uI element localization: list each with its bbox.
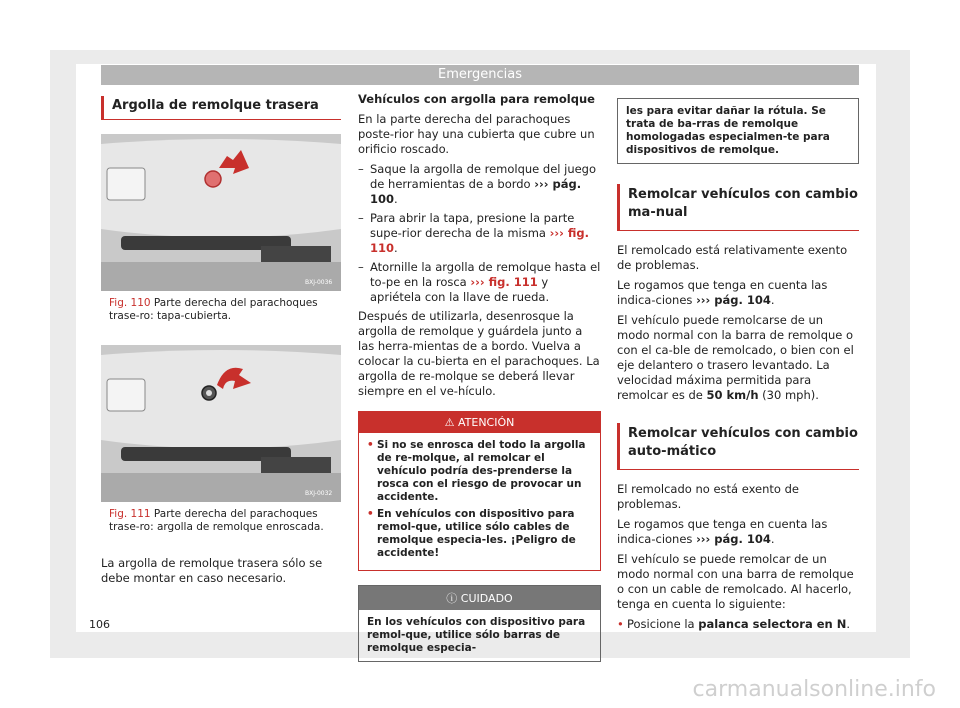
warning-triangle-icon: ⚠ xyxy=(444,416,455,429)
figure-111 xyxy=(101,345,341,534)
figure-111-number: Fig. 111 xyxy=(109,508,151,520)
step-1-ref[interactable]: ››› pág. 100 xyxy=(370,177,582,206)
after-use-text: Después de utilizarla, desenrosque la argolla de remolque y guárdela junto a las herra-mientas de a bordo. Vuelva a colocar la cu-bierta en el parachoques. La argolla de re-molque se deberá llevar siempre en el ve-hículo. xyxy=(358,309,600,398)
auto-p1: El remolcado no está exento de problemas. xyxy=(617,482,799,511)
bumper-cover-illustration xyxy=(101,134,341,291)
page-number: 106 xyxy=(89,618,110,631)
auto-bullet-bold: palanca selectora en N xyxy=(698,617,847,631)
watermark: carmanualsonline.info xyxy=(692,677,936,702)
column-2 xyxy=(358,92,601,662)
warning-item-1: • Si no se enrosca del todo la argolla de re-molque, al remolcar el vehículo podría des-prenderse la rosca con el riesgo de provocar un accidente. xyxy=(367,439,592,504)
section-title-rear-tow-eye: Argolla de remolque trasera xyxy=(101,96,341,120)
warning-body xyxy=(359,433,600,570)
warning-header xyxy=(359,412,600,433)
tow-eye-intro: En la parte derecha del parachoques poste-rior hay una cubierta que cubre un orificio roscado. xyxy=(358,112,595,156)
tow-eye-heading: Vehículos con argolla para remolque xyxy=(358,92,595,106)
figure-110-number: Fig. 110 xyxy=(109,297,151,309)
figure-110-code: BXJ-0036 xyxy=(305,279,333,286)
auto-p2: Le rogamos que tenga en cuenta las indica-ciones ››› pág. 104. xyxy=(617,517,828,546)
warning-item-2: • En vehículos con dispositivo para remol-que, utilice sólo cables de remolque especia-les. ¡Peligro de accidente! xyxy=(367,508,592,560)
manual-p3-post: (30 mph). xyxy=(758,388,819,402)
step-2: – Para abrir la tapa, presione la parte supe-rior derecha de la misma ››› fig. 110. xyxy=(358,211,601,256)
step-3-post: y apriétela con la llave de rueda. xyxy=(370,275,550,304)
step-1-text: Saque la argolla de remolque del juego de herramientas de a bordo xyxy=(370,162,597,191)
column-3 xyxy=(617,92,859,637)
caution-box xyxy=(358,585,601,662)
warning-title: ATENCIÓN xyxy=(457,416,515,429)
manual-p3 xyxy=(617,313,859,403)
info-circle-icon: ⓘ xyxy=(446,592,458,605)
step-2-text: Para abrir la tapa, presione la parte supe-rior derecha de la misma xyxy=(370,211,575,240)
manual-p2: Le rogamos que tenga en cuenta las indica-ciones ››› pág. 104. xyxy=(617,278,828,307)
section-header xyxy=(101,65,859,85)
manual-p3-text: El vehículo puede remolcarse de un modo normal con la barra de remolque o con el ca-ble de remolcado, o bien con el eje delantero o trasero levantado. La velocidad máxima permitida para remolcar es de xyxy=(617,313,854,402)
manual-p2-ref[interactable]: ››› pág. 104 xyxy=(696,293,771,307)
auto-bullet: • Posicione la palanca selectora en N. xyxy=(617,617,859,632)
figure-110-image xyxy=(101,134,341,291)
step-3-text: Atornille la argolla de remolque hasta el to-pe en la rosca xyxy=(370,260,601,289)
tow-eye-note: La argolla de remolque trasera sólo se debe montar en caso necesario. xyxy=(101,556,323,585)
auto-p2-ref[interactable]: ››› pág. 104 xyxy=(696,532,771,546)
tow-eye-illustration xyxy=(101,345,341,502)
auto-bullet-text: Posicione la xyxy=(627,617,699,631)
auto-p3: El vehículo se puede remolcar de un modo normal con una barra de remolque o con un cable de remolcado. Al hacerlo, tenga en cuenta lo siguiente: xyxy=(617,552,854,611)
caution-title: CUIDADO xyxy=(460,592,513,605)
figure-110 xyxy=(101,134,341,323)
section-header-title: Emergencias xyxy=(438,67,522,82)
column-1 xyxy=(101,92,341,591)
step-3 xyxy=(358,260,601,305)
warning-box xyxy=(358,411,601,571)
figure-110-caption xyxy=(101,297,341,323)
step-1: – Saque la argolla de remolque del juego de herramientas de a bordo ››› pág. 100. xyxy=(358,162,601,207)
caution-header xyxy=(359,586,600,610)
manual-speed: 50 km/h xyxy=(706,388,759,402)
section-title-manual: Remolcar vehículos con cambio ma-nual xyxy=(617,184,859,231)
figure-110-text: Parte derecha del parachoques trase-ro: tapa-cubierta. xyxy=(109,297,318,322)
figure-111-text: Parte derecha del parachoques trase-ro: argolla de remolque enroscada. xyxy=(109,508,324,533)
figure-111-image xyxy=(101,345,341,502)
step-3-ref[interactable]: ››› fig. 111 xyxy=(470,275,538,289)
manual-p1: El remolcado está relativamente exento de problemas. xyxy=(617,243,848,272)
figure-111-code: BXJ-0032 xyxy=(305,490,333,497)
auto-p2-text: Le rogamos que tenga en cuenta las indica-ciones xyxy=(617,517,828,546)
figure-111-caption xyxy=(101,508,341,534)
caution-continuation: les para evitar dañar la rótula. Se trata de ba-rras de remolque homologadas especialmen-te para dispositivos de remolque. xyxy=(617,98,859,164)
manual-p2-text: Le rogamos que tenga en cuenta las indica-ciones xyxy=(617,278,828,307)
caution-body: En los vehículos con dispositivo para remol-que, utilice sólo barras de remolque especia- xyxy=(367,616,586,654)
step-2-ref[interactable]: ››› fig. 110 xyxy=(370,226,589,255)
section-title-automatic: Remolcar vehículos con cambio auto-mático xyxy=(617,423,859,470)
